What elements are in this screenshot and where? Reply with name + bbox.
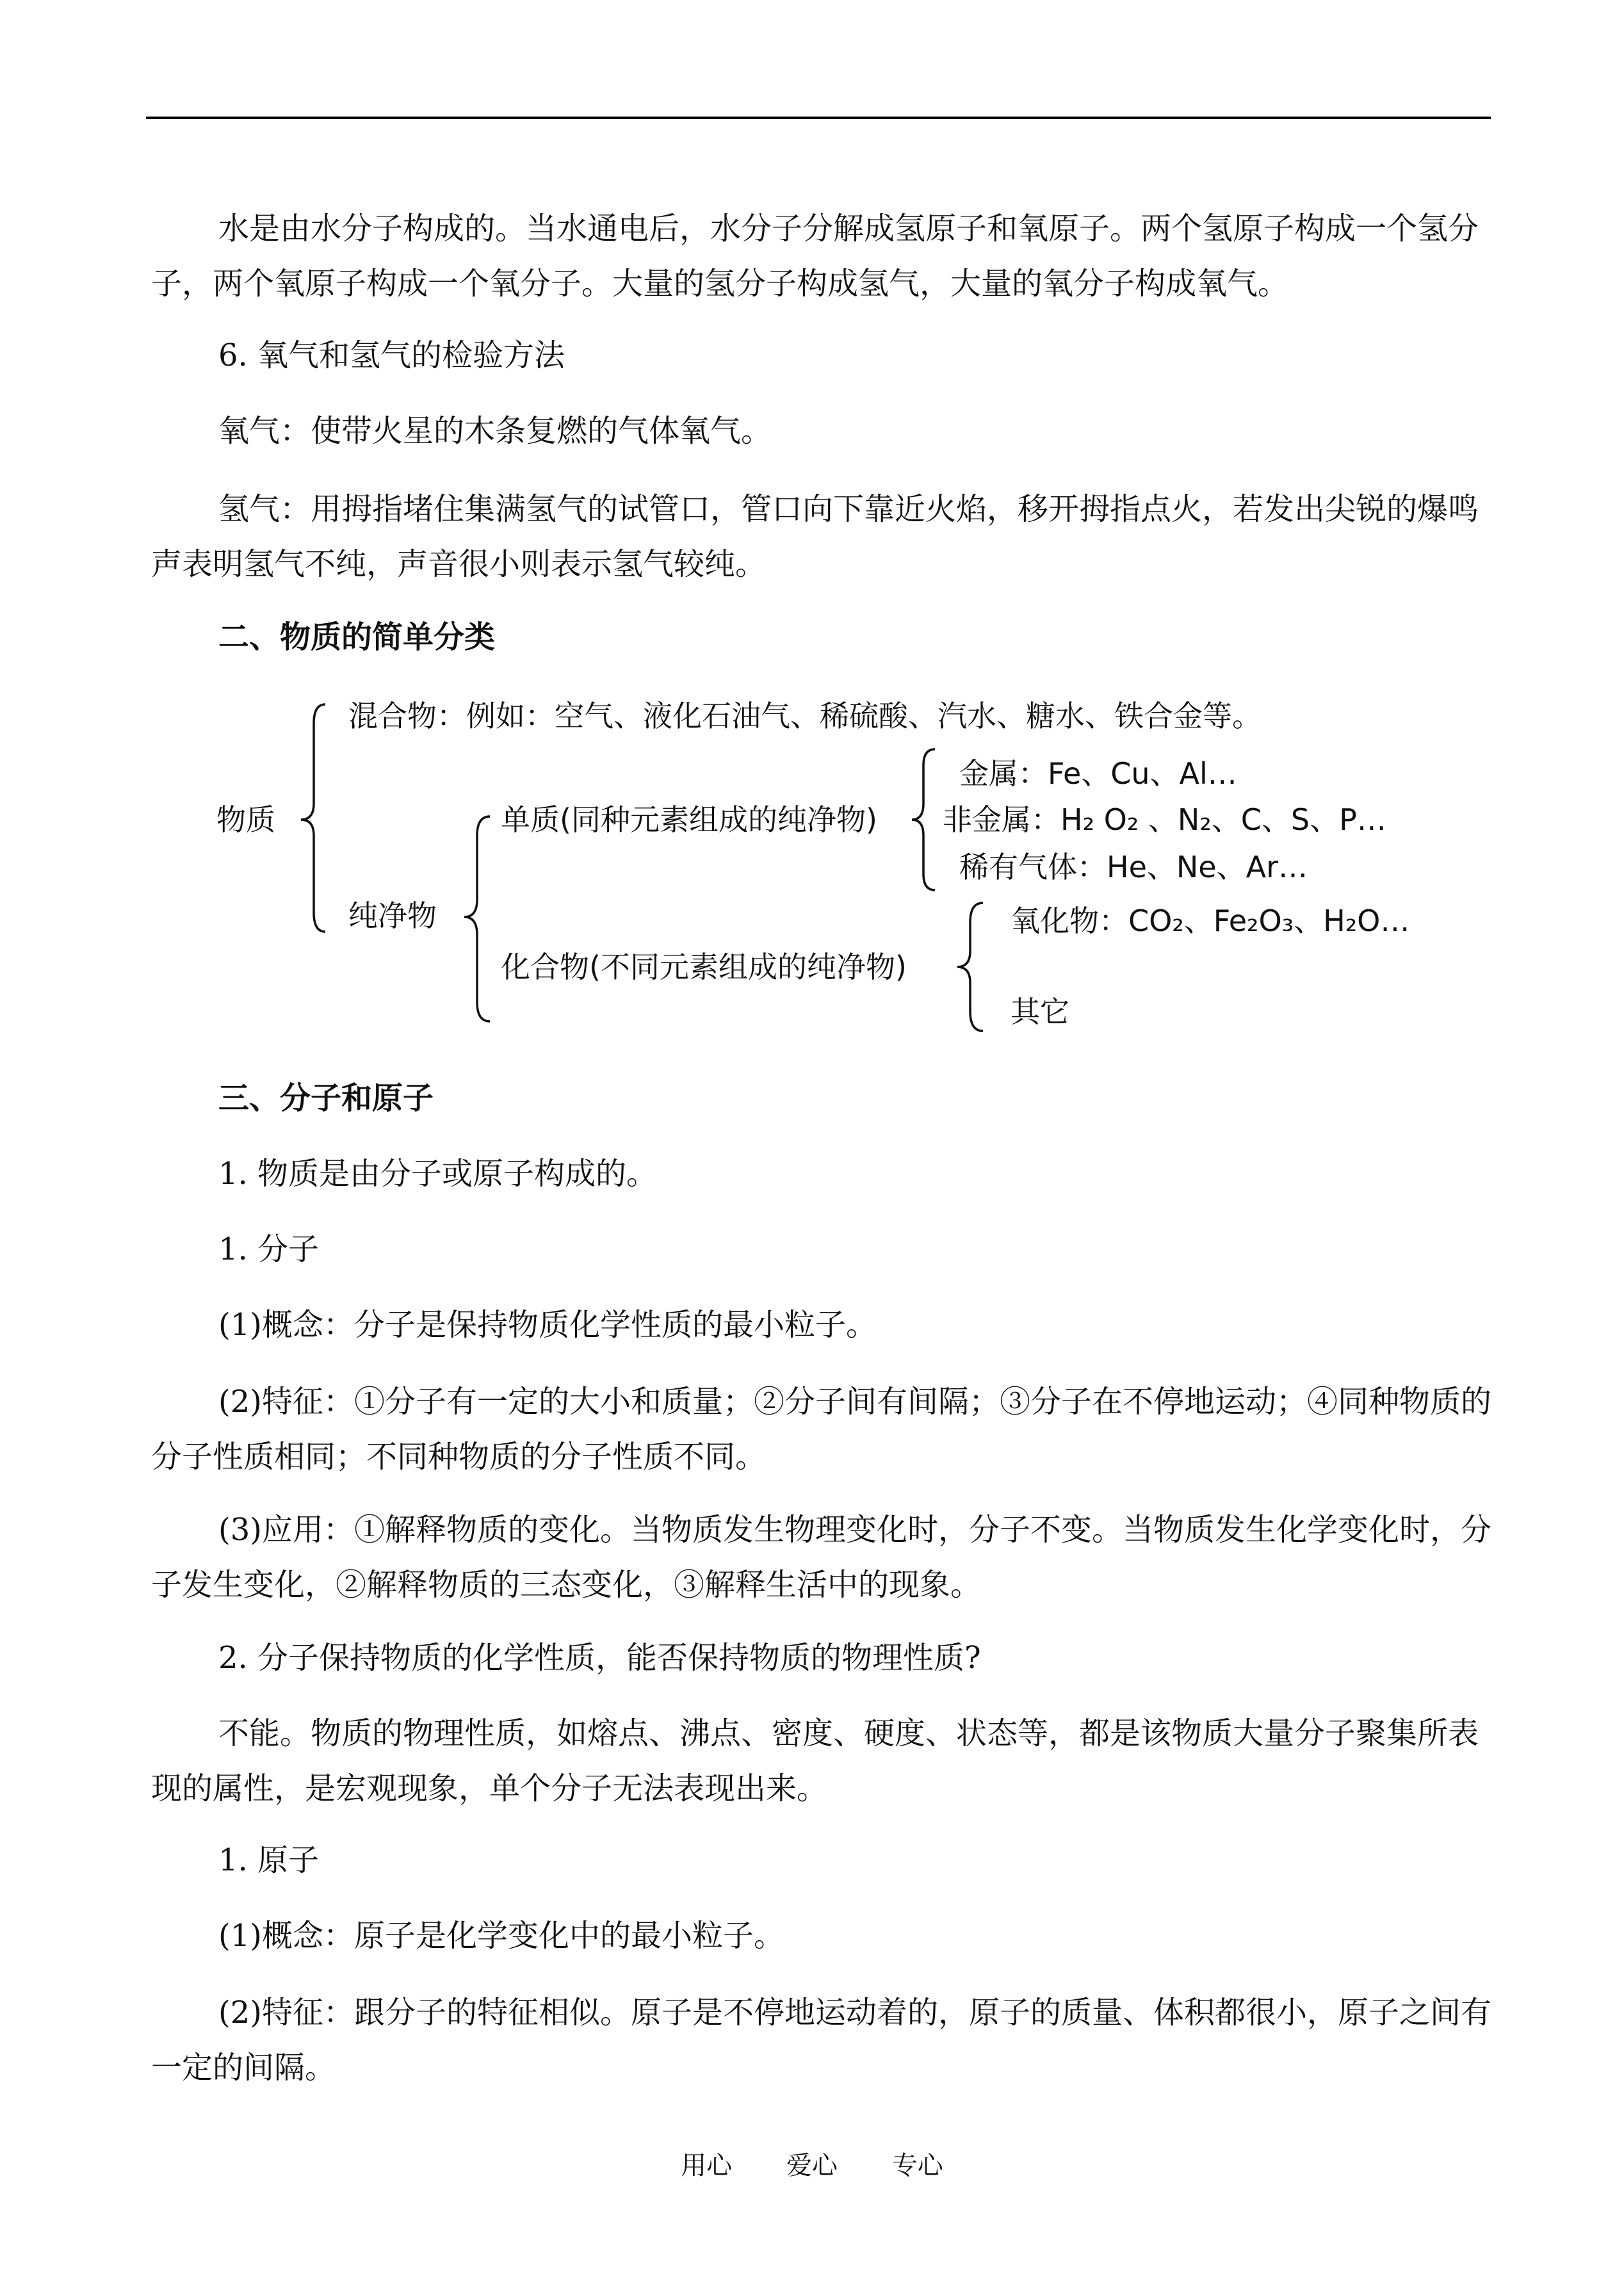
paragraph-atom-features: (2)特征：跟分子的特征相似。原子是不停地运动着的，原子的质量、体积都很小，原子之间有一定的间隔。 [151,1995,1491,2086]
paragraph-water-molecules: 水是由水分子构成的。当水通电后，水分子分解成氢原子和氧原子。两个氢原子构成一个氢分子，两个氧原子构成一个氧分子。大量的氢分子构成氢气，大量的氧分子构成氧气。 [151,211,1479,302]
paragraph-atom-concept: (1)概念：原子是化学变化中的最小粒子。 [218,1918,784,1954]
node-noble-gas: 稀有气体：He、Ne、Ar… [959,850,1308,884]
paragraph-molecule-concept: (1)概念：分子是保持物质化学性质的最小粒子。 [218,1307,877,1343]
node-pure-substance: 纯净物 [348,898,437,933]
brace-root [301,704,325,932]
header-rule [146,117,1491,119]
paragraph-molecule-applications: (3)应用：①解释物质的变化。当物质发生物理变化时，分子不变。当物质发生化学变化时，分子发生变化，②解释物质的三态变化，③解释生活中的现象。 [151,1512,1491,1603]
paragraph-molecule-heading: 1. 分子 [218,1231,320,1267]
node-matter: 物质 [216,802,275,837]
paragraph-hydrogen-test: 氢气：用拇指堵住集满氢气的试管口，管口向下靠近火焰，移开拇指点火，若发出尖锐的爆鸣声表明氢气不纯，声音很小则表示氢气较纯。 [151,491,1479,582]
paragraph-molecule-features: (2)特征：①分子有一定的大小和质量；②分子间有间隔；③分子在不停地运动；④同种物质的分子性质相同；不同种物质的分子性质不同。 [151,1384,1491,1475]
paragraph-oxygen-test: 氧气：使带火星的木条复燃的气体氧气。 [218,413,772,449]
paragraph-physical-properties-answer: 不能。物质的物理性质，如熔点、沸点、密度、硬度、状态等，都是该物质大量分子聚集所表现的属性，是宏观现象，单个分子无法表现出来。 [151,1715,1479,1806]
brace-pure [464,816,490,1021]
node-mixture: 混合物：例如：空气、液化石油气、稀硫酸、汽水、糖水、铁合金等。 [348,699,1262,733]
classification-diagram [211,692,1479,1050]
page-footer [0,2145,1624,2182]
footer-text-2: 爱心 [786,2151,838,2180]
paragraph-atom-heading: 1. 原子 [218,1842,320,1878]
brace-compound [957,903,983,1031]
footer-text-3: 专心 [891,2151,943,2180]
node-oxide: 氧化物：CO₂、Fe₂O₃、H₂O… [1011,904,1410,938]
paragraph-physical-properties-question: 2. 分子保持物质的化学性质，能否保持物质的物理性质? [218,1640,981,1676]
node-compound: 化合物(不同元素组成的纯净物) [501,950,907,984]
footer-text-1: 用心 [681,2151,733,2180]
paragraph-matter-composition: 1. 物质是由分子或原子构成的。 [218,1156,658,1192]
brace-element [912,749,935,890]
node-element: 单质(同种元素组成的纯净物) [501,802,877,837]
paragraph-test-methods-heading: 6. 氧气和氢气的检验方法 [218,337,565,373]
node-other: 其它 [1011,994,1069,1029]
section-heading-molecules-atoms: 三、分子和原子 [218,1080,434,1116]
section-heading-classification: 二、物质的简单分类 [218,619,496,655]
node-metal: 金属：Fe、Cu、Al… [959,756,1237,791]
node-nonmetal: 非金属：H₂ O₂ 、N₂、C、S、P… [943,802,1386,837]
